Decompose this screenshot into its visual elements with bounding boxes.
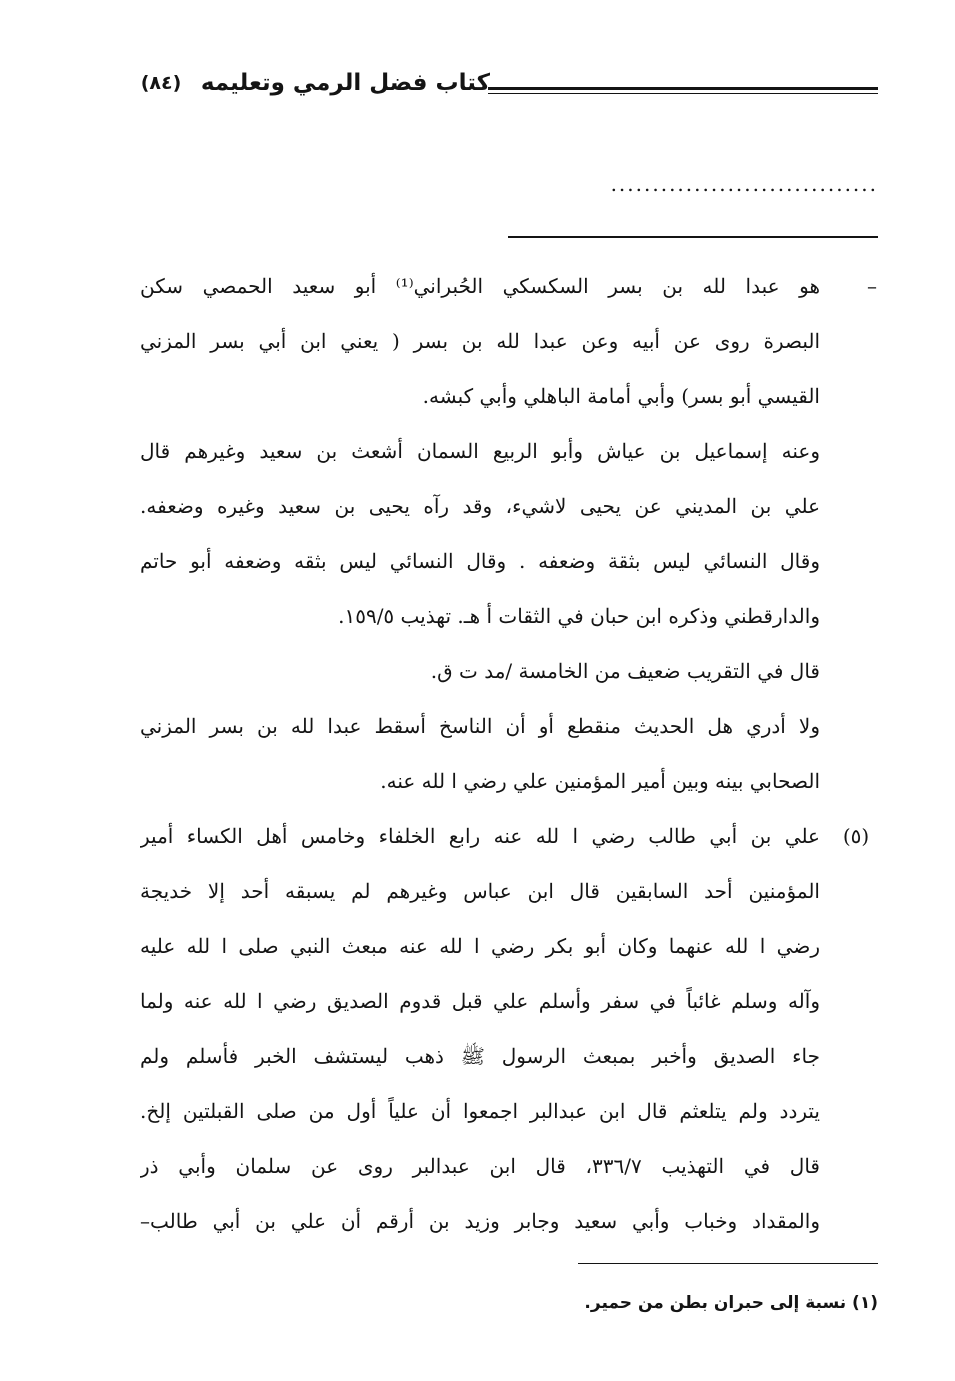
text-line: قال في التهذيب ٣٣٦/٧، قال ابن عبدالبر روى عن سلمان وأبي ذر (140, 1154, 820, 1178)
text-line: علي بن أبي طالب رضي ا لله عنه رابع الخلفاء وخامس أهل الكساء أمير (140, 824, 820, 848)
text-line: ولا أدري هل الحديث منقطع أو أن الناسخ أسقط عبدا لله بن بسر المزني (140, 714, 820, 738)
text-line: الصحابي بينه وبين أمير المؤمنين علي رضي ا لله عنه. (380, 769, 820, 793)
text-line: قال في التقريب ضعيف من الخامسة /مد ت ق. (430, 659, 820, 683)
text-line: البصرة روى عن أبيه وعن عبدا لله بن بسر ( يعني ابن أبي بسر المزني (140, 329, 820, 353)
section-rule (508, 236, 878, 238)
text-line: جاء الصديق وأخبر بمبعث الرسول ﷺ ذهب ليستشف الخبر فأسلم ولم (140, 1044, 820, 1068)
text-line: وقال النسائي ليس بثقة وضعفه . وقال النسائي ليس بثقه وضعفه أبو حاتم (140, 549, 820, 573)
text-line: المؤمنين أحد السابقين قال ابن عباس وغيرهم لم يسبقه أحد إلا خديجة (140, 879, 820, 903)
text-line: القيسي أبو بسر) وأبي أمامة الباهلي وأبي كبشه. (422, 384, 820, 408)
item-marker-5: (٥) (842, 824, 870, 848)
footnote-rule (578, 1263, 878, 1264)
text-line: هو عبدا لله بن بسر السكسكي الحُبراني⁽¹⁾ أبو سعيد الحمصي سكن (140, 274, 820, 298)
dotted-line: ................................ (610, 172, 878, 196)
item-marker-dash: – (867, 274, 877, 298)
text-line: علي بن المديني عن يحيى لاشيء، وقد رآه يحيى بن سعيد وغيره وضعفه. (140, 494, 820, 518)
text-line: وعنه إسماعيل بن عياش وأبو الربيع السمان أشعث بن سعيد وغيرهم قال (140, 439, 820, 463)
text-line: والمقداد وخباب وأبي سعيد وجابر وزيد بن أرقم أن علي بن أبي طالب– (140, 1209, 820, 1233)
text-line: رضي ا لله عنهما وكان أبو بكر رضي ا لله عنه مبعث النبي صلى ا لله عليه (140, 934, 820, 958)
text-line: يتردد ولم يتلعثم قال ابن عبدالبر اجمعوا أن علياً أول من صلى القبلتين إلخ. (140, 1099, 820, 1123)
text-line: والدارقطني وذكره ابن حبان في الثقات أ هـ. تهذيب ١٥٩/٥. (338, 604, 820, 628)
header-rule (488, 87, 878, 94)
text-line: وآله وسلم غائباً في سفر وأسلم علي قبل قدوم الصديق رضي ا لله عنه ولما (140, 989, 820, 1013)
page-number: (٨٤) (140, 72, 182, 94)
footnote: (١) نسبة إلى حبران بطن من حمير. (584, 1293, 878, 1313)
running-header-title: كتاب فضل الرمي وتعليمه (200, 70, 490, 96)
